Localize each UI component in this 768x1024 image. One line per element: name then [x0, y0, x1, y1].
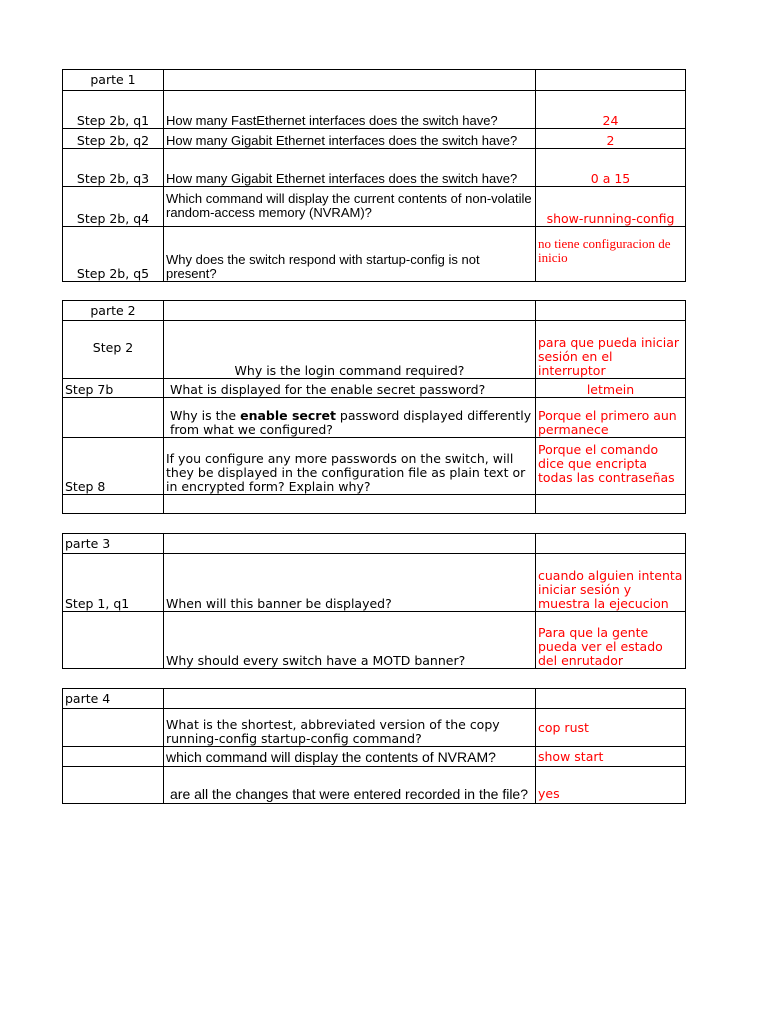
table-row: [63, 747, 686, 767]
parte2-header: parte 2: [63, 301, 164, 321]
question-text: If you configure any more passwords on the switch, will they be displayed in the configuration file as plain text or in encrypted form? Explain why?: [164, 438, 536, 495]
answer-text: yes: [536, 767, 686, 804]
answer-text: letmein: [536, 379, 686, 398]
question-text: Why is the login command required?: [164, 321, 536, 379]
table-row: [63, 495, 686, 514]
table-row: [63, 554, 686, 612]
question-text: How many FastEthernet interfaces does the switch have?: [164, 91, 536, 129]
question-text: When will this banner be displayed?: [164, 554, 536, 612]
parte1-header-answer-cell: [536, 70, 686, 91]
step-label: Step 2b, q3: [63, 149, 164, 187]
empty-cell: [63, 495, 164, 514]
question-text: Why does the switch respond with startup-config is not present?: [164, 227, 536, 282]
table-row: [63, 227, 686, 282]
step-label: Step 1, q1: [63, 554, 164, 612]
answer-text: Porque el comando dice que encripta todas las contraseñas: [536, 438, 686, 495]
enable-secret-bold: enable secret: [240, 408, 336, 423]
parte4-header-answer-cell: [536, 689, 686, 709]
table-row: [63, 187, 686, 227]
answer-text: Para que la gente pueda ver el estado del enrutador: [536, 612, 686, 669]
answer-text: 0 a 15: [536, 149, 686, 187]
question-text: are all the changes that were entered recorded in the file?: [164, 767, 536, 804]
parte1-header: parte 1: [63, 70, 164, 91]
step-label: [63, 767, 164, 804]
step-label: Step 2b, q5: [63, 227, 164, 282]
table-row: [63, 709, 686, 747]
step-label: Step 2b, q4: [63, 187, 164, 227]
table-row: [63, 129, 686, 149]
step-label: [63, 747, 164, 767]
step-label: [63, 709, 164, 747]
parte1-header-question-cell: [164, 70, 536, 91]
parte2-header-question-cell: [164, 301, 536, 321]
step-label: Step 8: [63, 438, 164, 495]
answer-text: cop rust: [536, 709, 686, 747]
table-row: [63, 91, 686, 129]
answer-text: show start: [536, 747, 686, 767]
answer-text: 24: [536, 91, 686, 129]
step-label: Step 2b, q1: [63, 91, 164, 129]
question-text: Which command will display the current contents of non-volatile random-access memory (NVRAM)?: [164, 187, 536, 227]
empty-cell: [164, 495, 536, 514]
answer-text: Porque el primero aun permanece: [536, 398, 686, 438]
parte4-header-question-cell: [164, 689, 536, 709]
parte1-table: [62, 69, 686, 282]
parte3-header-question-cell: [164, 534, 536, 554]
table-row: [63, 149, 686, 187]
table-row: [63, 321, 686, 379]
parte2-table: [62, 300, 686, 514]
step-label: [63, 398, 164, 438]
question-text: Why is the enable secret password displayed differently from what we configured?: [164, 398, 536, 438]
parte3-header: parte 3: [63, 534, 164, 554]
question-text: What is the shortest, abbreviated version of the copy running-config startup-config command?: [164, 709, 536, 747]
question-text: Why should every switch have a MOTD banner?: [164, 612, 536, 669]
table-row: [63, 379, 686, 398]
table-row: [63, 438, 686, 495]
question-text: How many Gigabit Ethernet interfaces does the switch have?: [164, 129, 536, 149]
step-label: Step 2b, q2: [63, 129, 164, 149]
table-row: [63, 398, 686, 438]
step-label: Step 2: [63, 321, 164, 379]
parte2-header-answer-cell: [536, 301, 686, 321]
question-text: which command will display the contents of NVRAM?: [164, 747, 536, 767]
question-text: What is displayed for the enable secret password?: [164, 379, 536, 398]
answer-text: 2: [536, 129, 686, 149]
table-row: [63, 767, 686, 804]
answer-text: show-running-config: [536, 187, 686, 227]
empty-cell: [536, 495, 686, 514]
step-label: Step 7b: [63, 379, 164, 398]
answer-text: no tiene configuracion de inicio: [536, 227, 686, 282]
parte3-table: [62, 533, 686, 669]
parte4-header: parte 4: [63, 689, 164, 709]
answer-text: cuando alguien intenta iniciar sesión y muestra la ejecucion: [536, 554, 686, 612]
parte4-table: [62, 688, 686, 804]
step-label: [63, 612, 164, 669]
answer-text: para que pueda iniciar sesión en el interruptor: [536, 321, 686, 379]
question-text: How many Gigabit Ethernet interfaces does the switch have?: [164, 149, 536, 187]
table-row: [63, 612, 686, 669]
parte3-header-answer-cell: [536, 534, 686, 554]
